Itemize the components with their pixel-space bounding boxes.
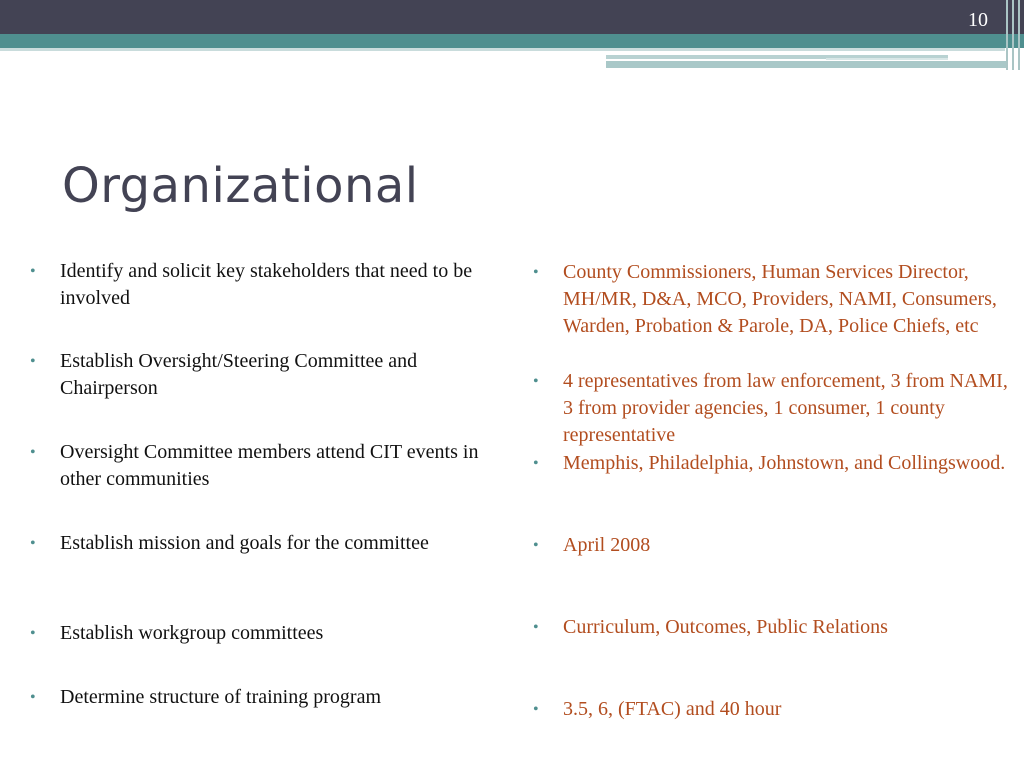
list-item xyxy=(30,439,500,493)
bullet-text: Establish workgroup committees xyxy=(60,622,324,644)
bullet-icon: • xyxy=(533,264,539,281)
bullet-text: County Commissioners, Human Services Director, MH/MR, D&A, MCO, Providers, NAMI, Consumers, Warden, Probation & Parole, DA, Police Chiefs, etc xyxy=(563,261,997,337)
bullet-text: Oversight Committee members attend CIT events in other communities xyxy=(60,441,479,490)
decor-stripe-2 xyxy=(606,61,1006,68)
bullet-icon: • xyxy=(30,535,36,552)
bullet-icon: • xyxy=(30,625,36,642)
list-item xyxy=(533,696,1013,723)
bullet-text: Curriculum, Outcomes, Public Relations xyxy=(563,616,888,638)
list-item xyxy=(533,614,1013,641)
bullet-text: Identify and solicit key stakeholders that need to be involved xyxy=(60,260,473,309)
list-item xyxy=(30,348,500,402)
decor-vline-3 xyxy=(1018,0,1020,70)
list-item xyxy=(30,620,500,647)
bullet-icon: • xyxy=(533,619,539,636)
bullet-text: Establish Oversight/Steering Committee and Chairperson xyxy=(60,350,418,399)
header-underline xyxy=(0,48,1005,51)
header-accent-bar xyxy=(0,34,1024,48)
list-item xyxy=(30,530,500,557)
list-item xyxy=(533,368,1013,449)
bullet-icon: • xyxy=(533,537,539,554)
slide-number: 10 xyxy=(968,9,988,31)
bullet-icon: • xyxy=(30,444,36,461)
bullet-text: Establish mission and goals for the committee xyxy=(60,532,429,554)
slide-title: Organizational xyxy=(62,158,419,214)
list-item xyxy=(30,258,500,312)
bullet-text: Memphis, Philadelphia, Johnstown, and Collingswood. xyxy=(563,452,1006,474)
bullet-icon: • xyxy=(533,455,539,472)
list-item xyxy=(533,450,1013,477)
decor-stripe-3 xyxy=(826,58,948,60)
bullet-text: 4 representatives from law enforcement, 3 from NAMI, 3 from provider agencies, 1 consumer, 1 county representative xyxy=(563,370,1008,446)
bullet-text: Determine structure of training program xyxy=(60,686,381,708)
list-item xyxy=(533,532,1013,559)
header-bar xyxy=(0,0,1024,34)
bullet-icon: • xyxy=(533,373,539,390)
bullet-icon: • xyxy=(30,689,36,706)
bullet-icon: • xyxy=(533,701,539,718)
decor-vline-1 xyxy=(1006,0,1008,70)
bullet-text: April 2008 xyxy=(563,534,651,556)
bullet-text: 3.5, 6, (FTAC) and 40 hour xyxy=(563,698,782,720)
decor-vline-2 xyxy=(1012,0,1014,70)
bullet-icon: • xyxy=(30,353,36,370)
list-item xyxy=(533,259,1013,340)
list-item xyxy=(30,684,500,711)
bullet-icon: • xyxy=(30,263,36,280)
